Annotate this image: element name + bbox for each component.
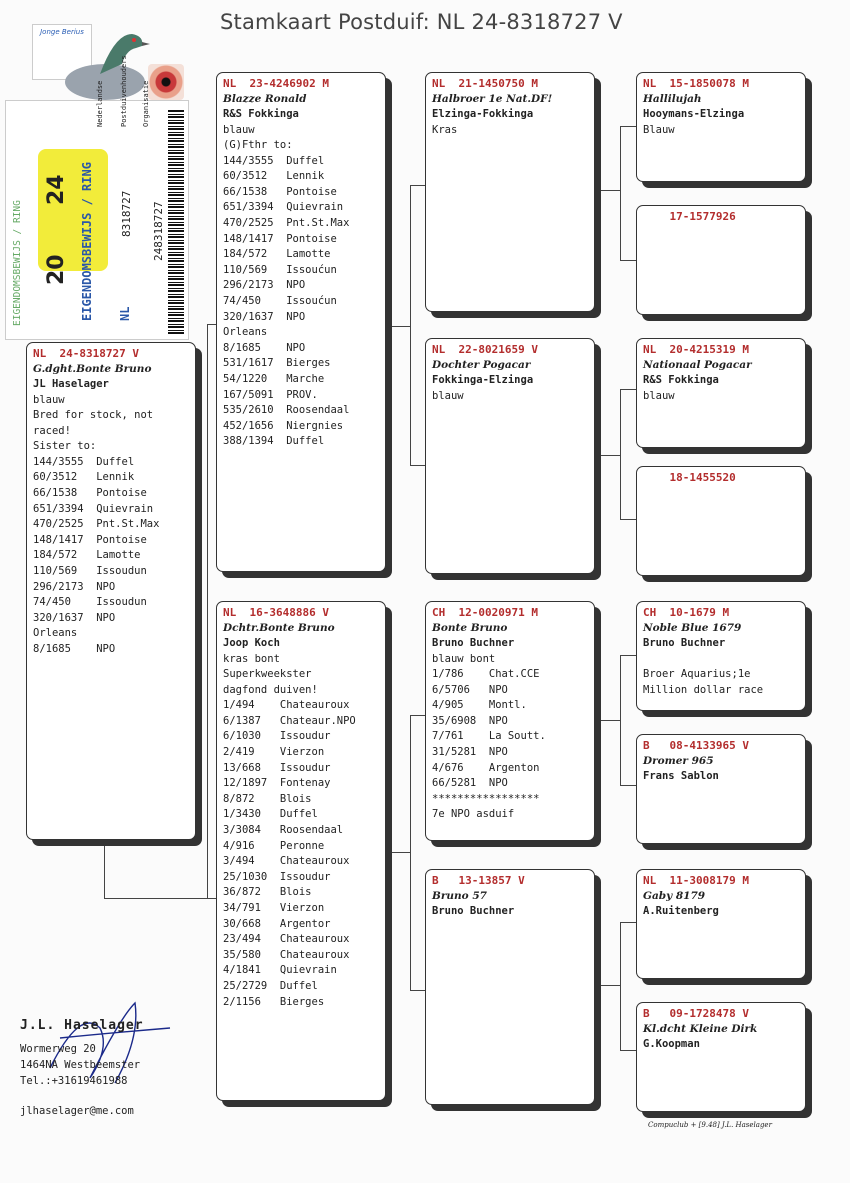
pigeon-name: Bonte Bruno <box>432 621 508 634</box>
owner-name: Bruno Buchner <box>643 637 726 649</box>
ring-number: CH 12-0020971 M <box>432 606 538 619</box>
pedigree-line: 535/2610 Roosendaal <box>223 404 350 417</box>
pedigree-line: 470/2525 Pnt.St.Max <box>33 518 160 531</box>
pedigree-line: blauw bont <box>432 652 496 665</box>
pedigree-line: 60/3512 Lennik <box>33 471 135 484</box>
pedigree-line: 1/494 Chateauroux <box>223 699 350 712</box>
breeder-street: Wormerweg 20 <box>20 1043 96 1055</box>
owner-name: Hooymans-Elzinga <box>643 108 745 120</box>
pedigree-line: 12/1897 Fontenay <box>223 777 331 790</box>
ring-card-number-full: 248318727 <box>152 201 165 261</box>
pedigree-line: 470/2525 Pnt.St.Max <box>223 217 350 230</box>
pedigree-line: Kras <box>432 123 458 136</box>
ring-number: NL 20-4215319 M <box>643 343 749 356</box>
connector <box>410 715 426 716</box>
ring-number: NL 16-3648886 V <box>223 606 329 619</box>
pedigree-line: 1/3430 Duffel <box>223 808 318 821</box>
pedigree-line: 4/905 Montl. <box>432 699 527 712</box>
pedigree-line: blauw <box>432 389 464 402</box>
pigeon-name: Blazze Ronald <box>223 92 307 105</box>
connector <box>410 465 426 466</box>
pedigree-line: 3/494 Chateauroux <box>223 855 350 868</box>
pedigree-line: 34/791 Vierzon <box>223 902 325 914</box>
ring-card <box>5 55 189 340</box>
ring-card-org-3: Organisatie <box>142 80 150 127</box>
connector <box>620 126 621 261</box>
owner-name: R&S Fokkinga <box>223 108 299 120</box>
connector <box>620 1050 636 1051</box>
pedigree-line: 651/3394 Quievrain <box>33 502 154 515</box>
connector <box>392 326 410 327</box>
pedigree-line: 144/3555 Duffel <box>33 455 135 468</box>
ring-number: CH 10-1679 M <box>643 606 730 619</box>
pedigree-line: 3/3084 Roosendaal <box>223 824 344 837</box>
pedigree-line: 66/5281 NPO <box>432 777 508 790</box>
ring-card-barcode <box>168 109 184 334</box>
pedigree-box-fm <box>425 338 595 574</box>
pedigree-box-father <box>216 72 386 572</box>
pedigree-line <box>643 652 799 668</box>
ring-number: NL 15-1850078 M <box>643 77 749 90</box>
connector <box>620 126 636 127</box>
pedigree-line: 6/5706 NPO <box>432 683 508 696</box>
pigeon-name: Noble Blue 1679 <box>643 621 742 634</box>
pedigree-line: (G)Fthr to: <box>223 139 293 152</box>
pedigree-line: dagfond duiven! <box>223 683 318 696</box>
pedigree-line: ***************** <box>432 792 540 805</box>
connector <box>104 898 216 899</box>
pigeon-photo <box>60 24 150 104</box>
pigeon-name: Dchtr.Bonte Bruno <box>223 621 335 634</box>
pedigree-line: 110/569 Issoudun <box>33 565 147 578</box>
pedigree-line: 8/872 Blois <box>223 792 312 805</box>
pedigree-line: 148/1417 Pontoise <box>223 232 337 245</box>
pedigree-line: 25/1030 Issoudur <box>223 870 331 883</box>
pigeon-name: Bruno 57 <box>432 889 487 902</box>
owner-name: Frans Sablon <box>643 770 719 782</box>
ring-card-yellow-panel <box>38 149 108 271</box>
pigeon-name: Halbroer 1e Nat.DF! <box>432 92 553 105</box>
pedigree-line: Orleans <box>223 326 268 339</box>
ring-number: B 08-4133965 V <box>643 739 749 752</box>
pedigree-line: 36/872 Blois <box>223 886 312 899</box>
pedigree-box-mff <box>636 601 806 711</box>
ring-number: B 09-1728478 V <box>643 1007 749 1020</box>
pedigree-line: 184/572 Lamotte <box>223 248 331 261</box>
pedigree-line: 296/2173 NPO <box>223 279 306 292</box>
owner-name: Fokkinga-Elzinga <box>432 374 534 386</box>
connector <box>620 922 636 923</box>
connector <box>620 655 636 656</box>
owner-name: Elzinga-Fokkinga <box>432 108 534 120</box>
pedigree-line: raced! <box>33 424 71 437</box>
connector <box>620 519 636 520</box>
pedigree-line: 296/2173 NPO <box>33 580 116 593</box>
connector <box>410 185 411 465</box>
pedigree-line: 2/1156 Bierges <box>223 995 325 1008</box>
pigeon-name: Nationaal Pogacar <box>643 358 752 371</box>
connector <box>410 185 426 186</box>
ring-number: NL 22-8021659 V <box>432 343 538 356</box>
pedigree-line: 8/1685 NPO <box>223 341 306 354</box>
ring-number: 17-1577926 <box>643 210 736 223</box>
owner-name: JL Haselager <box>33 378 109 390</box>
connector <box>207 324 208 898</box>
ring-card-country: NL <box>118 306 132 321</box>
pigeon-name: Gaby 8179 <box>643 889 706 902</box>
pedigree-box-fmf <box>636 338 806 448</box>
owner-name: Joop Koch <box>223 637 280 649</box>
club-logo-text: Jonge Berius <box>40 28 84 36</box>
pedigree-line: 8/1685 NPO <box>33 643 116 655</box>
owner-name: Bruno Buchner <box>432 637 515 649</box>
pedigree-line: 531/1617 Bierges <box>223 357 331 370</box>
pedigree-line: Blauw <box>643 123 675 136</box>
connector <box>410 715 411 990</box>
breeder-email: jlhaselager@me.com <box>20 1105 134 1117</box>
breeder-name: J.L. Haselager <box>20 1018 144 1033</box>
pedigree-box-subject <box>26 342 196 840</box>
owner-name: R&S Fokkinga <box>643 374 719 386</box>
pedigree-line: kras bont <box>223 652 280 665</box>
pedigree-line: 1/786 Chat.CCE <box>432 668 540 681</box>
pigeon-name: Dochter Pogacar <box>432 358 531 371</box>
pigeon-name: Hallilujah <box>643 92 702 105</box>
pedigree-box-mf <box>425 601 595 841</box>
pedigree-box-mother <box>216 601 386 1101</box>
pedigree-line: 4/676 Argenton <box>432 761 540 774</box>
ring-card-year-side: 20 <box>44 254 69 285</box>
connector <box>620 922 621 1050</box>
pedigree-box-fmm <box>636 466 806 576</box>
pedigree-line: 144/3555 Duffel <box>223 154 325 167</box>
pedigree-line: 30/668 Argentor <box>223 917 331 930</box>
ring-number: 18-1455520 <box>643 471 736 484</box>
pedigree-line: 167/5091 PROV. <box>223 388 318 401</box>
ring-number: NL 21-1450750 M <box>432 77 538 90</box>
connector <box>600 720 620 721</box>
pedigree-line: 74/450 Issoućun <box>223 295 337 308</box>
owner-name: Bruno Buchner <box>432 905 515 917</box>
pedigree-line: 6/1387 Chateaur.NPO <box>223 714 356 727</box>
connector <box>392 852 410 853</box>
ring-number: B 13-13857 V <box>432 874 525 887</box>
pedigree-box-fff <box>636 72 806 182</box>
connector <box>600 985 620 986</box>
pedigree-line: 4/916 Peronne <box>223 839 325 852</box>
pedigree-line: 2/419 Vierzon <box>223 746 325 759</box>
connector <box>620 389 636 390</box>
ring-card-year-top: 24 <box>44 174 69 205</box>
owner-name: G.Koopman <box>643 1038 700 1050</box>
pedigree-line: 66/1538 Pontoise <box>33 487 147 500</box>
pigeon-name: Kl.dcht Kleine Dirk <box>643 1022 758 1035</box>
pedigree-line: 7/761 La Soutt. <box>432 730 546 743</box>
pedigree-line: Million dollar race <box>643 683 764 696</box>
breeder-phone: Tel.:+31619461988 <box>20 1075 128 1087</box>
pedigree-line: 7e NPO asduif <box>432 808 515 821</box>
pedigree-box-mmm <box>636 1002 806 1112</box>
pedigree-line: 388/1394 Duffel <box>223 435 325 448</box>
ring-card-number-small: 8318727 <box>120 190 133 237</box>
pedigree-line: Sister to: <box>33 440 97 453</box>
pigeon-name: G.dght.Bonte Bruno <box>33 362 152 375</box>
ring-card-side-text: EIGENDOMSBEWIJS / RING <box>12 200 23 326</box>
pedigree-line: 35/580 Chateauroux <box>223 948 350 961</box>
pedigree-box-ffm <box>636 205 806 315</box>
connector <box>600 455 620 456</box>
pedigree-line: 35/6908 NPO <box>432 714 508 727</box>
pedigree-line: 13/668 Issoudur <box>223 761 331 774</box>
ring-number: NL 23-4246902 M <box>223 77 329 90</box>
connector <box>600 190 620 191</box>
pedigree-box-mfm <box>636 734 806 844</box>
pedigree-line: 452/1656 Niergnies <box>223 419 344 432</box>
ring-number: NL 24-8318727 V <box>33 347 139 360</box>
pedigree-line: blauw <box>643 389 675 402</box>
pedigree-line: Orleans <box>33 627 78 640</box>
owner-name: A.Ruitenberg <box>643 905 719 917</box>
footer-credit: Compuclub + [9.48] J.L. Haselager <box>648 1121 772 1129</box>
connector <box>620 655 621 785</box>
pigeon-eye-photo <box>148 64 184 100</box>
pedigree-line: 74/450 Issoudun <box>33 596 147 609</box>
pedigree-line: 23/494 Chateauroux <box>223 933 350 946</box>
pedigree-box-mmf <box>636 869 806 979</box>
pedigree-line: Broer Aquarius;1e <box>643 668 751 681</box>
connector <box>104 842 105 899</box>
pedigree-line: 66/1538 Pontoise <box>223 185 337 198</box>
connector <box>620 260 636 261</box>
pedigree-line: Superkweekster <box>223 668 312 681</box>
connector <box>620 785 636 786</box>
connector <box>410 990 426 991</box>
pedigree-line: 184/572 Lamotte <box>33 549 141 562</box>
pedigree-line: 651/3394 Quievrain <box>223 201 344 214</box>
pedigree-line: 60/3512 Lennik <box>223 170 325 183</box>
ring-card-label: EIGENDOMSBEWIJS / RING <box>80 162 94 321</box>
ring-number: NL 11-3008179 M <box>643 874 749 887</box>
pedigree-line: 6/1030 Issoudur <box>223 730 331 743</box>
pedigree-line: 110/569 Issoućun <box>223 263 337 276</box>
pedigree-line: 4/1841 Quievrain <box>223 964 337 977</box>
pedigree-line: Bred for stock, not <box>33 409 154 422</box>
connector <box>620 389 621 519</box>
pedigree-line: 25/2729 Duffel <box>223 979 318 992</box>
pedigree-line: 54/1220 Marche <box>223 373 325 385</box>
pedigree-box-mm <box>425 869 595 1105</box>
pedigree-line: blauw <box>33 393 65 406</box>
ring-card-org-1: Nederlandse <box>96 80 104 127</box>
pedigree-line: 31/5281 NPO <box>432 746 508 759</box>
ring-card-org-2: Postduivenhouders <box>120 55 128 127</box>
pigeon-name: Dromer 965 <box>643 754 714 767</box>
page-title: Stamkaart Postduif: NL 24-8318727 V <box>220 10 623 34</box>
pedigree-line: 148/1417 Pontoise <box>33 533 147 546</box>
pedigree-box-ff <box>425 72 595 312</box>
pedigree-line: blauw <box>223 123 255 136</box>
pedigree-line: 320/1637 NPO <box>33 611 116 624</box>
breeder-city: 1464NA Westbeemster <box>20 1059 141 1071</box>
pedigree-line: 320/1637 NPO <box>223 310 306 323</box>
